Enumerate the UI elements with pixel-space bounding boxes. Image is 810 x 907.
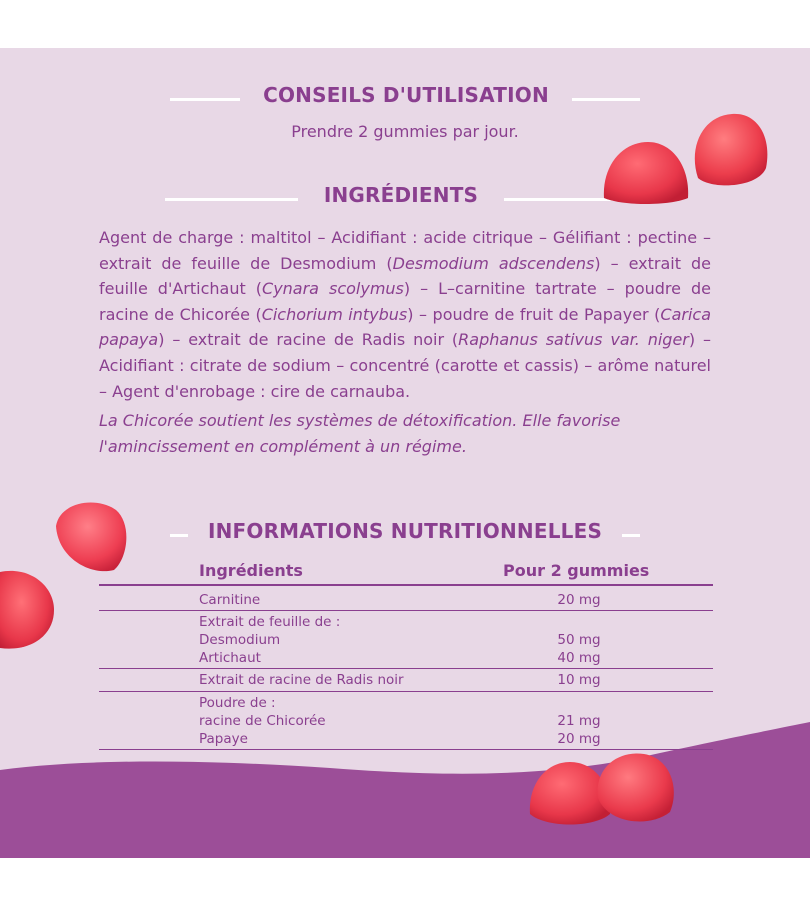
ingredients-text — [99, 225, 711, 459]
nutrition-table-header — [99, 559, 713, 585]
table-row — [99, 671, 713, 689]
row-value-line: 20 mg — [557, 731, 601, 747]
row-name-line: Desmodium — [199, 632, 281, 648]
row-name — [199, 613, 340, 667]
column-amount: Pour 2 gummies — [503, 561, 650, 580]
row-value — [554, 613, 604, 667]
latin-name: Desmodium adscendens — [392, 253, 595, 273]
gummy-image — [594, 748, 678, 828]
column-ingredients: Ingrédients — [199, 561, 303, 580]
row-divider — [99, 668, 713, 669]
table-row — [99, 613, 713, 667]
latin-name: Cynara scolymus — [262, 279, 404, 299]
row-value-line — [554, 694, 604, 712]
nutrition-title: INFORMATIONS NUTRITIONNELLES — [188, 514, 622, 548]
table-row — [99, 591, 713, 609]
row-value — [554, 694, 604, 748]
ingredients-heading — [165, 178, 625, 212]
usage-text: Prendre 2 gummies par jour. — [291, 122, 519, 141]
latin-name: Raphanus sativus var. niger — [458, 330, 689, 350]
row-name — [199, 671, 404, 689]
latin-name: Carica papaya — [99, 304, 711, 350]
usage-heading — [170, 78, 640, 112]
row-value-line: 50 mg — [557, 632, 601, 648]
gummy-image — [600, 136, 692, 208]
row-divider — [99, 691, 713, 692]
ingredients-part: ) – extrait de feuille d'Artichaut ( — [99, 253, 712, 299]
ingredients-note: La Chicorée soutient les systèmes de détoxification. Elle favorise l'amincissement en complément à un régime. — [99, 411, 621, 456]
row-name — [199, 591, 260, 609]
usage-title: CONSEILS D'UTILISATION — [240, 78, 572, 112]
row-name-line: racine de Chicorée — [199, 713, 326, 729]
ingredients-part: ) – Acidifiant : citrate de sodium – concentré (carotte et cassis) – arôme naturel – Agent d'enrobage : cire de carnauba. — [99, 330, 711, 401]
row-divider — [99, 610, 713, 611]
product-info-panel — [0, 48, 810, 858]
row-name-line: Extrait de feuille de : — [199, 614, 341, 630]
row-value-line: 20 mg — [557, 592, 601, 608]
ingredients-part: Agent de charge : maltitol – Acidifiant : acide citrique – Gélifiant : pectine – extrait de feuille de Desmodium ( — [99, 228, 711, 273]
row-value — [554, 591, 604, 609]
row-value — [554, 671, 604, 689]
row-name — [199, 694, 326, 748]
row-value-line: 40 mg — [557, 650, 601, 666]
nutrition-heading — [170, 514, 640, 548]
table-row — [99, 694, 713, 748]
table-header-rule — [99, 584, 713, 586]
ingredients-title: INGRÉDIENTS — [298, 178, 504, 212]
gummy-image — [50, 496, 130, 576]
row-name-line: Papaye — [199, 731, 248, 747]
ingredients-part: ) – poudre de fruit de Papayer ( — [407, 304, 661, 324]
latin-name: Cichorium intybus — [261, 304, 408, 324]
row-name-line: Carnitine — [199, 592, 261, 608]
row-name-line: Poudre de : — [199, 695, 276, 711]
row-name-line: Artichaut — [199, 650, 261, 666]
gummy-image — [0, 566, 56, 652]
ingredients-part: ) – extrait de racine de Radis noir ( — [158, 330, 459, 350]
gummy-image — [688, 108, 772, 192]
ingredients-part: ) – L–carnitine tartrate – poudre de racine de Chicorée ( — [99, 279, 712, 324]
row-value-line: 21 mg — [557, 713, 601, 729]
row-value-line: 10 mg — [557, 672, 601, 688]
ingredients-list — [99, 225, 711, 404]
row-value-line — [554, 613, 604, 631]
row-name-line: Extrait de racine de Radis noir — [199, 672, 404, 688]
